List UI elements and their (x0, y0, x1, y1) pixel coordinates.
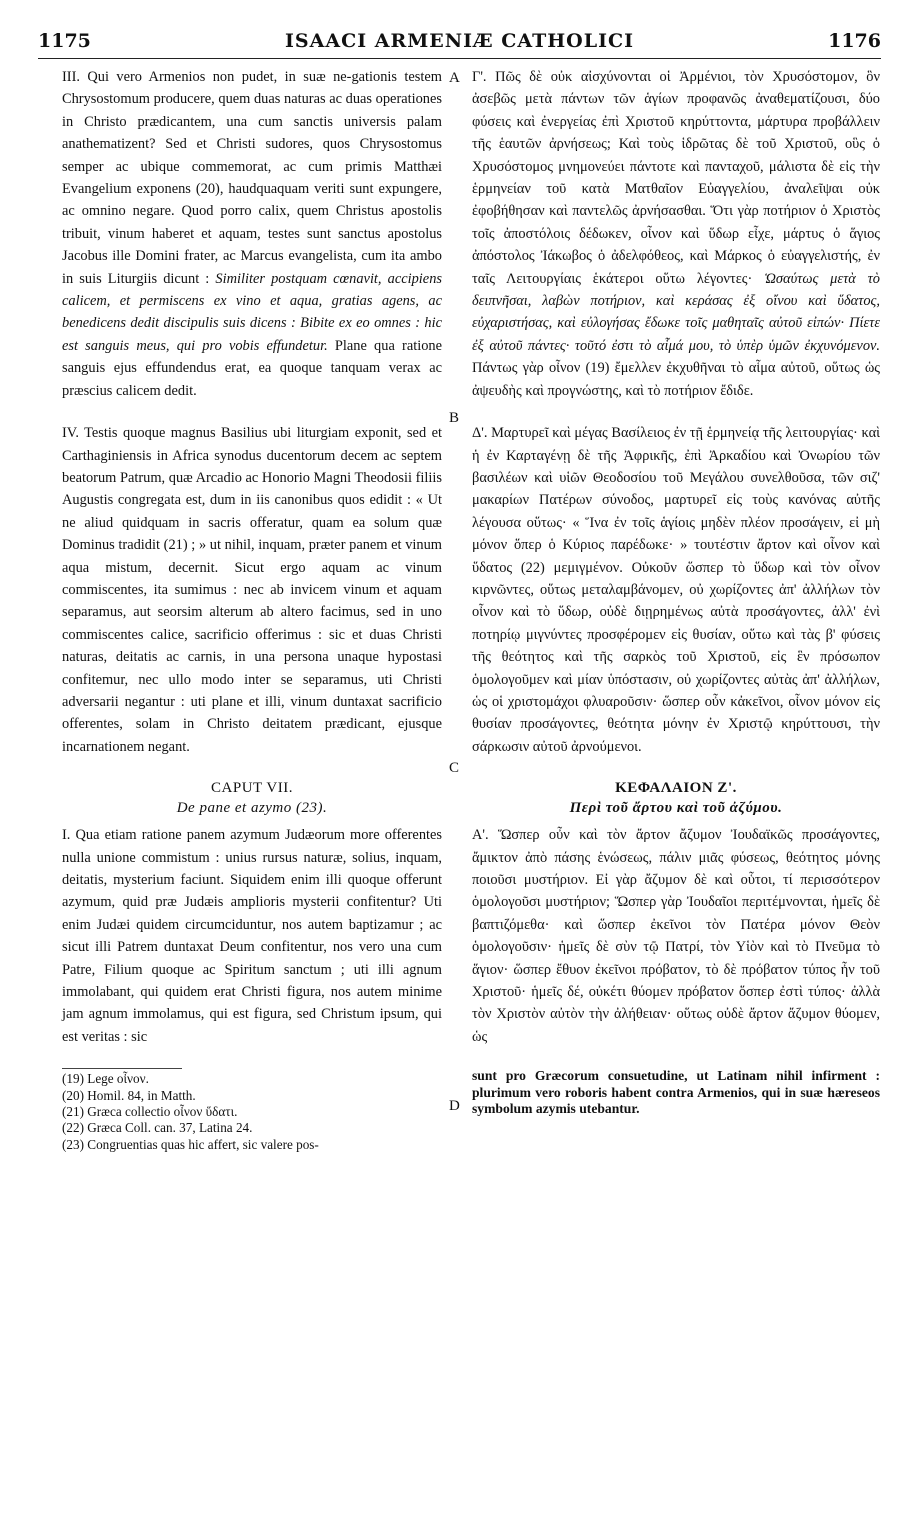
footnote: (19) Lege οἶνον. (62, 1071, 149, 1087)
latin-column (62, 66, 442, 1153)
latin-p1-quote: Similiter postquam cœnavit, accipiens calicem, et permiscens ex vino et aqua, gratias agens, ac benedicens dedit discipulis suis dicens : Bibite ex eo omnes : hic est sanguis meus, qui pro vobis effundetur. (62, 270, 442, 354)
footnote: (22) Græca Coll. can. 37, Latina 24. (62, 1120, 253, 1136)
greek-paragraph-gamma (472, 66, 880, 402)
latin-paragraph-iv: IV. Testis quoque magnus Basilius ubi liturgiam exponit, sed et Carthaginiensis in Africa synodus ducentorum decem ac septem beatorum Patrum, quæ Arcadio ac Honorio Magni Theodosii filiis Augustis congregata est, dum in iis canonibus quos edidit : « Ut ne aliud quidquam in sacris offeratur, quam ea solum quæ Dominus tradidit (21) ; » ut nihil, inquam, præter panem et vinum aqua mistum, decernit. Sicut ergo aquam ac vinum commiscentes, ita sumimus : nec ab invicem vinum et aquam separamus, aut seorsim alterum ab altero facimus, sed in uno commiscentes calice, sacrificio offerimus : sic et duas Christi naturas, deitatis ac carnis, in una persona unaque hypostasi confitemur, nec ullo modo inter se separamus, uti Christi adversarii negantur : uti plane et illi, vinum duntaxat sacrificio offerentes, solam in Christo deitatem prædicant, ejusque incarnationem negant. (62, 425, 442, 755)
greek-paragraph-alpha: Α'. Ὥσπερ οὖν καὶ τὸν ἄρτον ἄζυμον Ἰουδαϊκῶς προσάγοντες, ἄμικτον ἀπὸ πάσης ἑνώσεως, πάλιν μιᾶς φύσεως, θεότητος μόνης ποιοῦσι μυστήριον. Εἰ γὰρ ἄζυμον δὲ καὶ οὗτοι, τί περισσότερον ὁμολογοῦσι μυστήριον; Ὥσπερ γὰρ Ἰουδαῖοι περιτέμνονται, ἡμεῖς δὲ βαπτιζόμεθα· καὶ ὥσπερ ἐκεῖνοι τὸν Πατέρα μόνον Θεὸν ὁμολογοῦσιν· ἡμεῖς δὲ σὺν τῷ Πατρί, τὸν Υἱὸν καὶ τὸ Πνεῦμα τὸ ἅγιον· ὥσπερ ἔθυον ἐκεῖνοι πρόβατον, τὸ δὲ πρόβατον τύπος ἦν τοῦ Χριστοῦ· ἡμεῖς δέ, οὐκέτι θύομεν πρόβατον ὅσπερ ἐστὶ τύπος· ἀλλὰ τὸν Χριστὸν αὐτὸν τὴν ἀλήθειαν· οὕτως οὐδὲ ἄρτον ἄζυμον θύομεν, ὡς (472, 827, 880, 1045)
latin-p1-end: Plane qua ratione sanguis ejus effundendus erat, ea quoque tanquam verax ac præscius calicem dedit. (62, 337, 442, 399)
running-title: ISAACI ARMENIÆ CATHOLICI (284, 30, 634, 52)
greek-p1-quote: Ὡσαύτως μετὰ τὸ δειπνῆσαι, λαβὼν ποτήριον, καὶ κεράσας ἐξ οἴνου καὶ ὕδατος, εὐχαριστήσας, καὶ εὐλογήσας ἔδωκε τοῖς μαθηταῖς αὐτοῦ εἰπών· Πίετε ἐξ αὐτοῦ πάντες· τοῦτό ἐστι τὸ αἷμά μου, τὸ ὑπὲρ ὑμῶν ἐκχυνόμενον. (472, 270, 880, 354)
greek-p1-text: Γ'. Πῶς δὲ οὐκ αἰσχύνονται οἱ Ἀρμένιοι, τὸν Χρυσόστομον, ὃν ἀσεβῶς μετὰ πάντων τῶν ἁγίων προφανῶς ἀναθεματίζουσι, δύο φύσεις καὶ ἐνεργείας ἐπὶ Χριστοῦ κηρύττοντα, μάρτυρα προβάλλειν τῆς ἑαυτῶν ἀρνήσεως; Καὶ τοὺς ἱδρῶτας δὲ τοῦ Χριστοῦ, οὓς ὁ Χρυσόστομος μνημονεύει πάντοτε καὶ πανταχοῦ, μάλιστα δὲ εἰς τὴν ἑρμηνείαν τοῦ κατὰ Ματθαῖον Εὐαγγελίου, ἀναλεῖψαι οὐκ ἐφοβήθησαν καὶ παντελῶς ἀρνήσασθαι. Ὅτι γὰρ ποτήριον ὁ Χριστὸς τοῖς ἀποστόλοις δέδωκεν, οἶνον καὶ ὕδωρ εἶχε, μάρτυς ὁ ἅγιος ἀπόστολος Ἰάκωβος ὁ ἀδελφόθεος, καὶ Μάρκος ὁ εὐαγγελιστής, ἐν ταῖς Λειτουργίαις ἑκάτεροι οὕτω λέγοντες· (472, 69, 880, 287)
footnote-continuation: sunt pro Græcorum consuetudine, ut Latinam nihil infirment : plurimum vero roboris habent contra Armenios, qui in suæ hæreseos symbolum azymis utebantur. (472, 1068, 880, 1117)
page-number-left: 1175 (38, 30, 91, 52)
margin-mark-b: B (449, 410, 460, 426)
caput-subtitle: De pane et azymo (23). (176, 800, 328, 817)
footnotes (62, 1068, 319, 1153)
running-header (38, 30, 881, 60)
caput-heading: CAPUT VII. (211, 780, 293, 797)
header-rule (38, 58, 881, 59)
kephalaion-subtitle: Περὶ τοῦ ἄρτου καὶ τοῦ ἀζύμου. (569, 800, 783, 817)
margin-mark-a: A (449, 70, 460, 86)
greek-paragraph-delta: Δ'. Μαρτυρεῖ καὶ μέγας Βασίλειος ἐν τῇ ἑρμηνείᾳ τῆς λειτουργίας· καὶ ἡ ἐν Καρταγένῃ δὲ τῆς Ἀφρικῆς, ἐπὶ Ἀρκαδίου καὶ Ὀνωρίου τῶν βασιλέων καὶ υἱῶν Θεοδοσίου τοῦ Μεγάλου συνελθοῦσα, τῶν σιζ' μακαρίων Πατέρων σύνοδος, μαρτυρεῖ εἰς τοὺς κανόνας αὐτῆς λέγουσα οὕτως· « Ἵνα ἐν τοῖς ἁγίοις μηδὲν πλέον προσάγειν, εἰ μὴ μόνον ὅπερ ὁ Κύριος παρέδωκε· » τουτέστιν ἄρτον καὶ οἶνον καὶ ὕδατος (22) μεμιγμένον. Οὐκοῦν ὥσπερ τὸ ὕδωρ καὶ τὸν οἶνον κιρνῶντες, οὕτως μεταλαμβάνομεν, οὐ χωρίζοντες ἀπ' ἀλλήλων τὸν οἶνον καὶ τὸ ὕδωρ, οὐδὲ διῃρημένως αὐτὰ προσάγοντες, ἀλλ' ἐνὶ ποτηρίῳ μιγνύντες προσφέρομεν εἰς θυσίαν, οὕτω καὶ τὰς β' φύσεις τῆς θεότητος καὶ τῆς σαρκὸς τοῦ Χριστοῦ, εἰς ἓν πρόσωπον ὁμολογοῦμεν καὶ μίαν ὑπόστασιν, οὐ χωρίζοντες αὐτὰς ἀπ' ἀλλήλων, ὡς οἱ χριστομάχοι φλυαροῦσιν· ὥσπερ οὖν κἀκεῖνοι, οἶνον μόνον εἰς θυσίαν προσάγοντες, θεότητα μόνην ἐν Χριστῷ κηρύττουσι, τὴν σάρκωσιν αὐτοῦ ἀρνούμενοι. (472, 425, 880, 755)
latin-p1-text: III. Qui vero Armenios non pudet, in suæ ne-gationis testem Chrysostomum producere, quem duas naturas ac duas operationes in Christo prædicantem, una cum sanctis universis palam anathematizent? Sed et Christi sudores, quos Chrysostomus semper ac ubique commemorat, ac cum primis Matthæi Evangelium exponens (20), haudquaquam veriti sunt expungere, ac omnino negare. Quod porro calix, quem Christus apostolis tribuit, vinum haberet et aquam, testes sunt sanctus apostolus Jacobus ille Domini frater, ac Marcus evangelista, cum ita ambo in suis Liturgiis dicunt : (62, 69, 442, 287)
footnote: (20) Homil. 84, in Matth. (62, 1087, 196, 1103)
latin-paragraph-iii (62, 66, 442, 402)
greek-p1-end: Πάντως γὰρ οἶνον (19) ἔμελλεν ἐκχυθῆναι τὸ αἷμα αὐτοῦ, οὕτως ὡς ἀψευδὴς καὶ προγνώστης, καὶ τὸ ποτήριον ἔδιδε. (472, 360, 880, 399)
latin-paragraph-i: I. Qua etiam ratione panem azymum Judæorum more offerentes nulla unione commistum : unius rursus naturæ, solius, inquam, deitatis, mysterium faciunt. Siquidem enim illi quoque offerunt azymum, quid præ Judæis amplioris mysterii confitentur? Uti enim Judæi quidem circumciduntur, nos autem baptizamur ; ac sicut illi Patrem duntaxat Deum confitentur, nos vero una cum Patre, Filium quoque ac Spiritum sanctum ; uti illi agnum immolabant, qui quidem erat Christi figura, nos autem minime jam agnum immolamus, qui est figura, sed Christum ipsum, qui est veritas : sic (62, 827, 442, 1045)
greek-column (472, 66, 880, 1132)
margin-mark-c: C (449, 760, 460, 776)
footnote: (23) Congruentias quas hic affert, sic valere pos- (62, 1136, 319, 1152)
kephalaion-heading: ΚΕΦΑΛΑΙΟΝ Ζ'. (615, 780, 737, 797)
margin-mark-d: D (449, 1098, 460, 1114)
footnote: (21) Græca collectio οἶνον ὕδατι. (62, 1104, 238, 1120)
page-number-right: 1176 (828, 30, 881, 52)
